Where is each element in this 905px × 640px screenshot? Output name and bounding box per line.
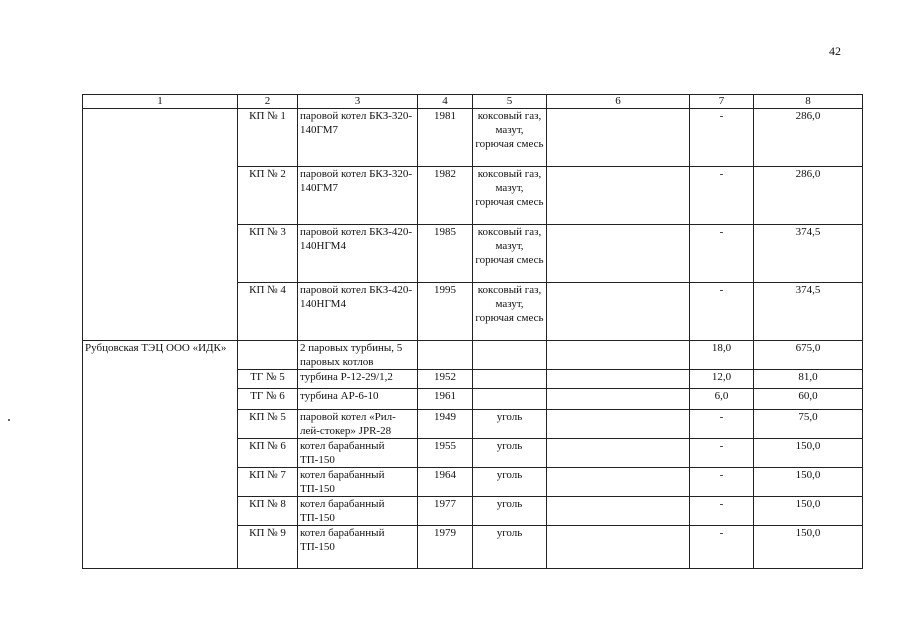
equipment-cell: турбина Р-12-29/1,2 [298, 370, 418, 389]
col7-cell: - [690, 410, 754, 439]
col6-cell [547, 526, 690, 569]
unit-cell: КП № 1 [238, 109, 298, 167]
col6-cell [547, 410, 690, 439]
header-cell: 4 [418, 95, 473, 109]
col8-cell: 81,0 [754, 370, 863, 389]
year-cell: 1977 [418, 497, 473, 526]
fuel-cell: коксовый газ, мазут, горючая смесь [473, 109, 547, 167]
header-row [83, 95, 863, 109]
equipment-cell: котел барабанный ТП-150 [298, 439, 418, 468]
equipment-cell: котел барабанный ТП-150 [298, 497, 418, 526]
col6-cell [547, 167, 690, 225]
unit-cell: КП № 2 [238, 167, 298, 225]
header-cell: 1 [83, 95, 238, 109]
fuel-cell: коксовый газ, мазут, горючая смесь [473, 283, 547, 341]
col6-cell [547, 468, 690, 497]
empty-plant-cell [83, 109, 238, 341]
col8-cell: 675,0 [754, 341, 863, 370]
unit-cell: КП № 9 [238, 526, 298, 569]
equipment-cell: паровой котел БКЗ-420-140НГМ4 [298, 225, 418, 283]
col6-cell [547, 497, 690, 526]
fuel-cell: уголь [473, 526, 547, 569]
equipment-cell: 2 паровых турбины, 5 паровых котлов [298, 341, 418, 370]
col6-cell [547, 439, 690, 468]
equipment-cell: котел барабанный ТП-150 [298, 526, 418, 569]
unit-cell: КП № 3 [238, 225, 298, 283]
header-cell: 3 [298, 95, 418, 109]
page-number: 42 [829, 44, 841, 58]
col7-cell: - [690, 225, 754, 283]
col7-cell: - [690, 283, 754, 341]
col8-cell: 374,5 [754, 283, 863, 341]
year-cell: 1995 [418, 283, 473, 341]
year-cell: 1981 [418, 109, 473, 167]
unit-cell: КП № 5 [238, 410, 298, 439]
fuel-cell: уголь [473, 468, 547, 497]
col6-cell [547, 283, 690, 341]
col7-cell: - [690, 468, 754, 497]
year-cell: 1955 [418, 439, 473, 468]
fuel-cell [473, 370, 547, 389]
year-cell: 1985 [418, 225, 473, 283]
header-cell: 8 [754, 95, 863, 109]
col8-cell: 75,0 [754, 410, 863, 439]
unit-cell: КП № 7 [238, 468, 298, 497]
col8-cell: 150,0 [754, 439, 863, 468]
col8-cell: 286,0 [754, 109, 863, 167]
unit-cell [238, 341, 298, 370]
equipment-cell: паровой котел БКЗ-420-140НГМ4 [298, 283, 418, 341]
year-cell: 1979 [418, 526, 473, 569]
col8-cell: 150,0 [754, 526, 863, 569]
equipment-cell: котел барабанный ТП-150 [298, 468, 418, 497]
header-cell: 6 [547, 95, 690, 109]
col6-cell [547, 109, 690, 167]
col7-cell: - [690, 109, 754, 167]
fuel-cell: уголь [473, 439, 547, 468]
fuel-cell: коксовый газ, мазут, горючая смесь [473, 225, 547, 283]
col7-cell: 18,0 [690, 341, 754, 370]
year-cell: 1952 [418, 370, 473, 389]
equipment-cell: паровой котел БКЗ-320-140ГМ7 [298, 167, 418, 225]
fuel-cell [473, 341, 547, 370]
year-cell: 1982 [418, 167, 473, 225]
unit-cell: КП № 8 [238, 497, 298, 526]
col7-cell: - [690, 167, 754, 225]
unit-cell: КП № 6 [238, 439, 298, 468]
col7-cell: 6,0 [690, 389, 754, 410]
col8-cell: 286,0 [754, 167, 863, 225]
year-cell: 1949 [418, 410, 473, 439]
scan-dot [8, 419, 10, 421]
fuel-cell: уголь [473, 410, 547, 439]
fuel-cell: коксовый газ, мазут, горючая смесь [473, 167, 547, 225]
col6-cell [547, 341, 690, 370]
table-row [83, 109, 863, 167]
plant-name-cell: Рубцовская ТЭЦ ООО «ИДК» [83, 341, 238, 569]
equipment-cell: паровой котел БКЗ-320-140ГМ7 [298, 109, 418, 167]
col8-cell: 150,0 [754, 468, 863, 497]
fuel-cell [473, 389, 547, 410]
unit-cell: ТГ № 5 [238, 370, 298, 389]
unit-cell: КП № 4 [238, 283, 298, 341]
header-cell: 7 [690, 95, 754, 109]
table-row [83, 341, 863, 370]
col7-cell: - [690, 439, 754, 468]
year-cell [418, 341, 473, 370]
header-cell: 5 [473, 95, 547, 109]
equipment-cell: паровой котел «Рил-лей-стокер» JPR-28 [298, 410, 418, 439]
unit-cell: ТГ № 6 [238, 389, 298, 410]
col6-cell [547, 389, 690, 410]
col7-cell: 12,0 [690, 370, 754, 389]
col6-cell [547, 370, 690, 389]
header-cell: 2 [238, 95, 298, 109]
fuel-cell: уголь [473, 497, 547, 526]
col7-cell: - [690, 497, 754, 526]
col7-cell: - [690, 526, 754, 569]
col6-cell [547, 225, 690, 283]
col8-cell: 374,5 [754, 225, 863, 283]
col8-cell: 60,0 [754, 389, 863, 410]
equipment-cell: турбина АР-6-10 [298, 389, 418, 410]
year-cell: 1961 [418, 389, 473, 410]
year-cell: 1964 [418, 468, 473, 497]
col8-cell: 150,0 [754, 497, 863, 526]
equipment-table [82, 94, 863, 569]
